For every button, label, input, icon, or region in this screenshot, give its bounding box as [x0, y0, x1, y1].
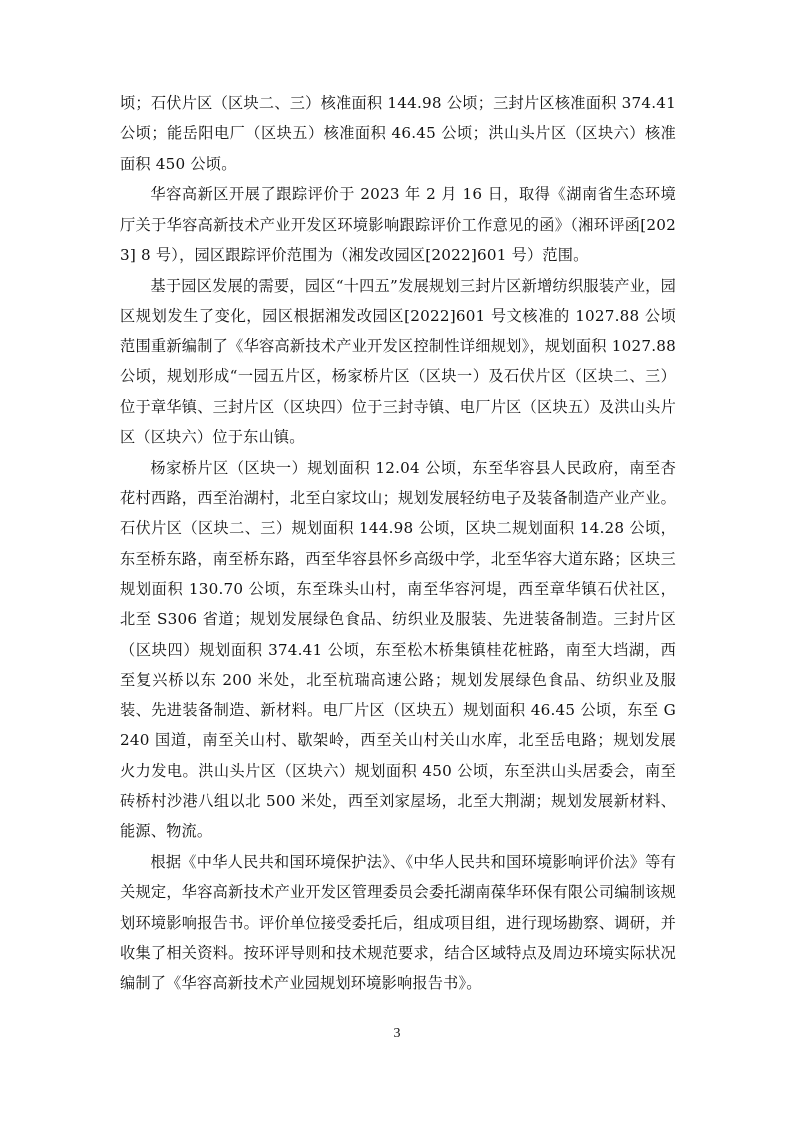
paragraph-5: 根据《中华人民共和国环境保护法》、《中华人民共和国环境影响评价法》等有关规定，华容高新技术产业开发区管理委员会委托湖南葆华环保有限公司编制该规划环境影响报告书。评价单位接受委托后，组成项目组，进行现场勘察、调研，并收集了相关资料。按环评导则和技术规范要求，结合区域特点及周边环境实际状况编制了《华容高新技术产业园规划环境影响报告书》。: [120, 852, 676, 993]
paragraph-2: 华容高新区开展了跟踪评价于 2023 年 2 月 16 日，取得《湖南省生态环境厅关于华容高新技术产业开发区环境影响跟踪评价工作意见的函》（湘环评函[2023] 8 号），园区跟踪评价范围为（湘发改园区[2022]601 号）范围。: [120, 185, 676, 264]
paragraph-1: 顷；石伏片区（区块二、三）核准面积 144.98 公顷；三封片区核准面积 374.41 公顷；能岳阳电厂（区块五）核准面积 46.45 公顷；洪山头片区（区块六）核准面积 450 公顷。: [120, 94, 676, 173]
paragraph-3: 基于园区发展的需要，园区“十四五”发展规划三封片区新增纺织服装产业，园区规划发生了变化，园区根据湘发改园区[2022]601 号文核准的 1027.88 公顷范围重新编制了《华容高新技术产业开发区控制性详细规划》，规划面积 1027.88 公顷，规划形成“一园五片区，杨家桥片区（区块一）及石伏片区（区块二、三）位于章华镇、三封片区（区块四）位于三封寺镇、电厂片区（区块五）及洪山头片区（区块六）位于东山镇。: [120, 276, 676, 447]
page-number: 3: [393, 1026, 401, 1041]
body-text: [120, 88, 676, 999]
paragraph-4: 杨家桥片区（区块一）规划面积 12.04 公顷，东至华容县人民政府，南至杏花村西路，西至治湖村，北至白家坟山；规划发展轻纺电子及装备制造产业产业。石伏片区（区块二、三）规划面积 144.98 公顷，区块二规划面积 14.28 公顷，东至桥东路，南至桥东路，西至华容县怀乡高级中学，北至华容大道东路；区块三规划面积 130.70 公顷，东至珠头山村，南至华容河堤，西至章华镇石伏社区，北至 S306 省道；规划发展绿色食品、纺织业及服装、先进装备制造。三封片区（区块四）规划面积 374.41 公顷，东至松木桥集镇桂花桩路，南至大垱湖，西至复兴桥以东 200 米处，北至杭瑞高速公路；规划发展绿色食品、纺织业及服装、先进装备制造、新材料。电厂片区（区块五）规划面积 46.45 公顷，东至 G 240 国道，南至关山村、歇架岭，西至关山村关山水库，北至岳电路；规划发展火力发电。洪山头片区（区块六）规划面积 450 公顷，东至洪山头居委会，南至砖桥村沙港八组以北 500 米处，西至刘家屋场，北至大荆湖；规划发展新材料、能源、物流。: [120, 458, 676, 841]
